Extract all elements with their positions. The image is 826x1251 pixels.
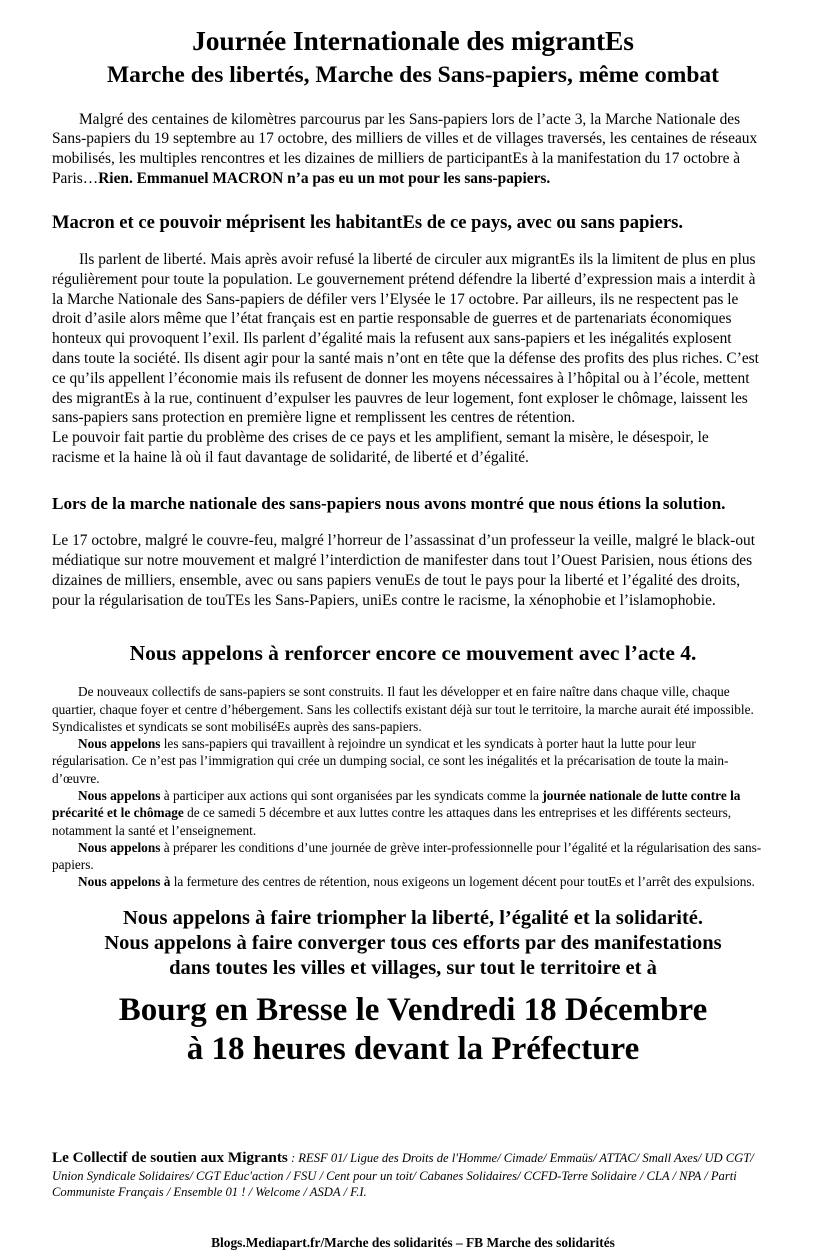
footer [52, 1070, 774, 1251]
appeal-lead: Nous appelons [78, 839, 161, 855]
appeal-lead: Nous appelons [78, 788, 161, 804]
closing-appeal-block [0, 891, 826, 1070]
closing-line-3: dans toutes les villes et villages, sur tout le territoire et à [169, 956, 657, 979]
appeal-text-end: de ce samedi 5 décembre et aux luttes contre les attaques dans les entreprises et les différents secteurs, notamment la santé et l’enseignement. [52, 805, 732, 838]
intro-paragraph [52, 89, 760, 189]
footer-orgs-list: : RESF 01/ Ligue des Droits de l'Homme/ Cimade/ Emmaüs/ ATTAC/ Small Axes/ UD CGT/ Union Syndicale Solidaires/ CGT Educ'action / FSU / Cent pour un toit/ Cabanes Solidaires/ CCFD-Terre Solidaire / CLA / NPA / Parti Communiste Français / Ensemble 01 ! / Welcome / ASDA / F.I. [52, 1150, 754, 1200]
event-location-date: Bourg en Bresse le Vendredi 18 Décembre [118, 991, 708, 1028]
closing-line-2: Nous appelons à faire converger tous ces efforts par des manifestations [104, 931, 722, 954]
intro-text: Malgré des centaines de kilomètres parcourus par les Sans-papiers lors de l’acte 3, la Marche Nationale des Sans-papiers du 19 septembre au 17 octobre, des milliers de villes et de villages traversés, les centaines de réseaux mobilisés, les multiples rencontres et les dizaines de milliers de participantEs à la manifestation du 17 octobre à Paris… [52, 110, 758, 187]
appeal-item [52, 787, 764, 839]
acte4-intro-paragraph: De nouveaux collectifs de sans-papiers se sont construits. Il faut les développer et en faire naître dans chaque ville, chaque quartier, chaque foyer et centre d’hébergement. Sans les collectifs existant déjà sur tout le territoire, la marche aurait été impossible. Syndicalistes et syndicats se sont mobiliséEs auprès des sans-papiers. [52, 684, 754, 734]
macron-paragraph-2: Le pouvoir fait partie du problème des crises de ce pays et les amplifient, semant la misère, le désespoir, le racisme et la haine là où il faut davantage de solidarité, de liberté et d’égalité. [52, 429, 709, 466]
section-heading-marche: Lors de la marche nationale des sans-papiers nous avons montré que nous étions la solution. [52, 493, 726, 513]
appeal-text: la fermeture des centres de rétention, nous exigeons un logement décent pour toutEs et l’arrêt des expulsions. [170, 874, 755, 890]
event-time-place: à 18 heures devant la Préfecture [186, 1031, 640, 1068]
appeal-text: les sans-papiers qui travaillent à rejoindre un syndicat et les syndicats à porter haut la lutte pour leur régularisation. Ce n’est pas l’immigration qui crée un dumping social, ce sont les inégalités et la précarisation de toute la main-d’œuvre. [52, 736, 729, 786]
page-subtitle: Marche des libertés, Marche des Sans-papiers, même combat [107, 61, 719, 88]
section-heading-acte4: Nous appelons à renforcer encore ce mouvement avec l’acte 4. [129, 640, 697, 665]
appeal-lead: Nous appelons à [78, 874, 171, 890]
footer-collectif-label: Le Collectif de soutien aux Migrants [52, 1148, 288, 1166]
footer-organisations [52, 1148, 774, 1202]
intro-bold-text: Rien. Emmanuel MACRON n’a pas eu un mot pour les sans-papiers. [98, 169, 551, 187]
appeal-item [52, 735, 764, 787]
appeal-text: à participer aux actions qui sont organisées par les syndicats comme la [160, 788, 543, 804]
marche-paragraph: Le 17 octobre, malgré le couvre-feu, malgré l’horreur de l’assassinat d’un professeur la veille, malgré le black-out médiatique sur notre mouvement et malgré l’interdiction de manifester dans tout l’Ouest Parisien, nous étions des dizaines de milliers, ensemble, avec ou sans papiers venuEs de tout le pays pour la liberté et l’égalité des droits, pour la régularisation de touTEs les Sans-Papiers, uniEs contre le racisme, la xénophobie et l’islamophobie. [52, 532, 755, 609]
appeal-highlight: journée nationale de lutte contre la précarité et le chômage [52, 788, 741, 821]
appeal-lead: Nous appelons [78, 736, 161, 752]
footer-link[interactable]: Blogs.Mediapart.fr/Marche des solidarités – FB Marche des solidarités [211, 1234, 615, 1250]
appeal-text: à préparer les conditions d’une journée de grève inter-professionnelle pour l’égalité et la régularisation des sans-papiers. [52, 839, 762, 873]
macron-paragraph-1: Ils parlent de liberté. Mais après avoir refusé la liberté de circuler aux migrantEs ils la limitent de plus en plus régulièrement pour toute la population. Le gouvernement prétend défendre la liberté d’expression mais a interdit à la Marche Nationale des Sans-papiers de défiler vers l’Elysée le 17 octobre. Par ailleurs, ils ne respectent pas le droit d’asile alors même que l’état français est en partie responsable de guerres et de partenariats économiques honteux qui provoquent l’exil. Ils parlent d’égalité mais la refusent aux sans-papiers et les inégalités explosent dans toute la société. Ils disent agir pour la santé mais n’ont en tête que la défense des profits des plus riches. C’est ce qu’ils appellent l’économie mais ils refusent de donner les moyens nécessaires à l’hôpital ou à l’école, mettent des migrantEs à la rue, continuent d’expulser les pauvres de leur logement, font exploser le chômage, laissent les sans-papiers sans protection en première ligne et remplissent les centres de rétention. [52, 251, 759, 427]
section-heading-macron: Macron et ce pouvoir méprisent les habitantEs de ce pays, avec ou sans papiers. [52, 211, 683, 233]
appeal-item [52, 873, 764, 890]
appeal-item [52, 839, 764, 874]
closing-line-1: Nous appelons à faire triompher la liberté, l’égalité et la solidarité. [123, 906, 703, 929]
page-title: Journée Internationale des migrantEs [192, 25, 634, 56]
